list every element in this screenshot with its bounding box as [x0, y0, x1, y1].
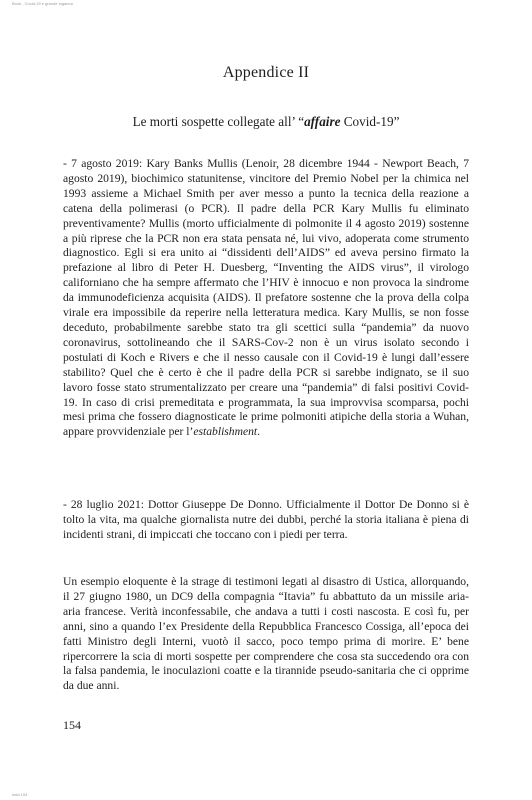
page-number: 154: [63, 718, 81, 732]
entry-mullis-text: - 7 agosto 2019: Kary Banks Mullis (Lenoir, 28 dicembre 1944 - Newport Beach, 7 agosto 2019), biochimico statunitense, vincitore del Premio Nobel per la chimica nel 1993 assieme a Michael Smith per aver messo a punto la tecnica della reazione a catena della polimerasi (o PCR). Il padre della PCR Kary Mullis fu eliminato preventivamente? Mullis (morto ufficialmente di polmonite il 4 agosto 2019) sostenne a più riprese che la PCR non era stata pensata né, lui vivo, adoperata come strumento diagnostico. Egli si era unito ai “dissidenti dell’AIDS” ed aveva persino firmato la prefazione al libro di Peter H. Duesberg, “Inventing the AIDS virus”, il virologo californiano che ha sempre affermato che l’HIV è innocuo e non provoca la sindrome da immunodeficienza acquisita (AIDS). Il prefatore sostenne che la prova della colpa virale era impossibile da reperire nella letteratura medica. Kary Mullis, se non fosse deceduto, probabilmente sarebbe stato tra gli scettici sulla “pandemia” da nuovo coronavirus, sottolineando che il SARS-Cov-2 non è un virus isolato secondo i postulati di Koch e Rivers e che il nesso causale con il Covid-19 è lungi dall’essere stabilito? Quel che è certo è che il padre della PCR si sarebbe indignato, se il suo lavoro fosse stato strumentalizzato per creare una “pandemia” di falsi positivi Covid-19. In caso di crisi premeditata e programmata, la sua improvvisa scomparsa, pochi mesi prima che fossero diagnosticate le prime polmoniti atipiche della storia a Wuhan, appare provvidenziale per l’: [63, 157, 469, 439]
page-subtitle: [63, 114, 469, 130]
print-footer-strip: indd 154: [12, 792, 28, 797]
entry-ustica-paragraph: Un esempio eloquente è la strage di testimoni legati al disastro di Ustica, allorquando, il 27 giugno 1980, un DC9 della compagnia “Itavia” fu abbattuto da un missile aria-aria francese. Verità inconfessabile, che andava a tutti i costi nascosta. E così fu, per anni, sino a quando l’ex Presidente della Repubblica Francesco Cossiga, all’epoca dei fatti Ministro degli Interni, vuotò il sacco, poco tempo prima di morire. E’ bene ripercorrere la scia di morti sospette per comprendere che cosa sta succedendo ora con la falsa pandemia, le inoculazioni coatte e la tirannide pseudo-sanitaria che ci opprime da due anni.: [63, 575, 469, 693]
entry-de-donno: [63, 498, 469, 543]
subtitle-after: Covid-19”: [340, 114, 400, 129]
print-header-strip: Book - Covid-19 e grande inganno: [12, 1, 73, 6]
entry-mullis-italic: establishment: [193, 425, 258, 439]
subtitle-before: Le morti sospette collegate all’ “: [132, 114, 305, 129]
entry-ustica: [63, 575, 469, 694]
entry-mullis-paragraph: [63, 157, 469, 440]
entry-de-donno-paragraph: - 28 luglio 2021: Dottor Giuseppe De Donno. Ufficialmente il Dottor De Donno si è tolto la vita, ma qualche giornalista nutre dei dubbi, perché la storia italiana è piena di incidenti strani, di impiccati che toccano con i piedi per terra.: [63, 498, 469, 541]
subtitle-italic: affaire: [304, 114, 341, 129]
page-title: Appendice II: [222, 64, 310, 81]
entry-mullis: [63, 157, 469, 440]
entry-mullis-tail: .: [257, 425, 261, 439]
